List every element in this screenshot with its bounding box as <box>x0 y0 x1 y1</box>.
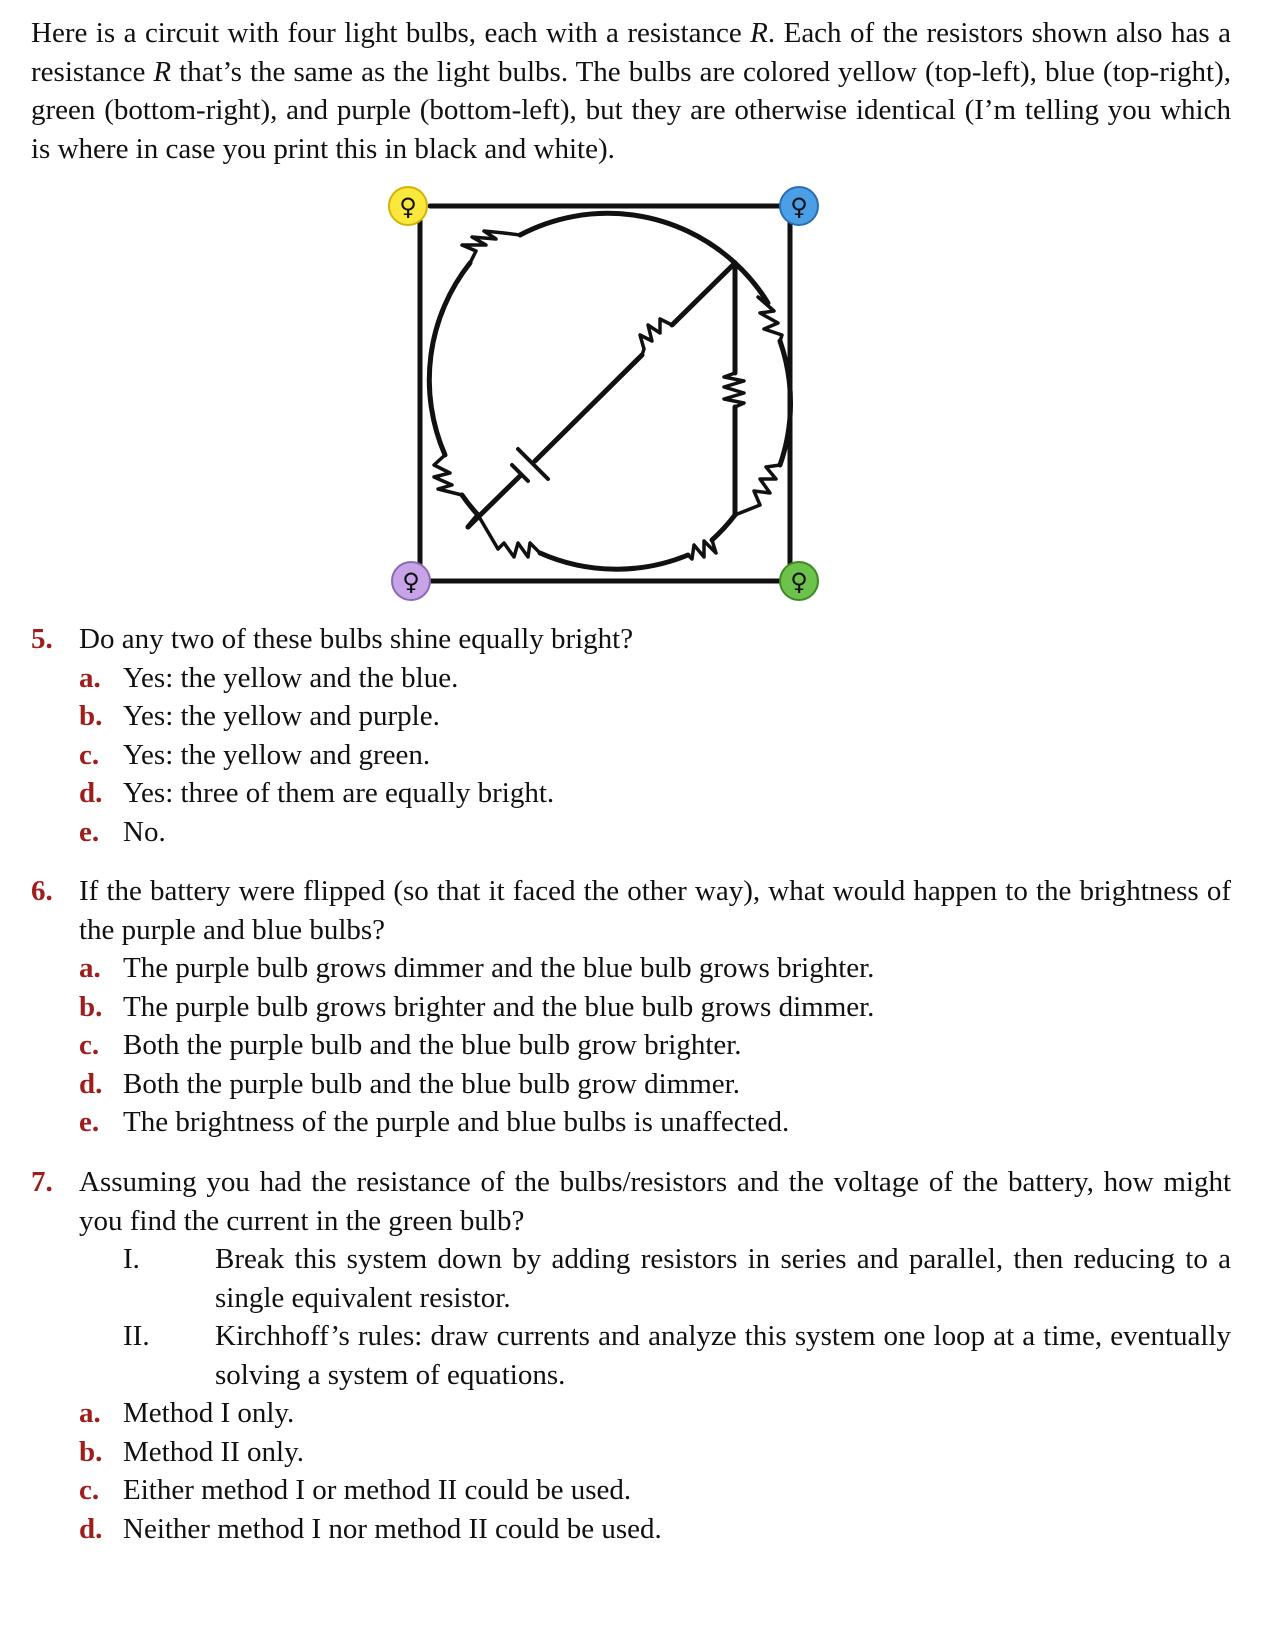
circle-arc-top <box>520 213 735 263</box>
intro-var-r-1: R <box>750 17 768 49</box>
intro-text-2: . Each of the resistors shown also has a resistance <box>31 17 1231 88</box>
option-text: The purple bulb grows dimmer and the blue bulb grows brighter. <box>123 952 875 984</box>
answer-option[interactable] <box>31 1394 1231 1433</box>
method-text: Kirchhoff’s rules: draw currents and analyze this system one loop at a time, eventually solving a system of equations. <box>215 1320 1231 1391</box>
option-text: Method I only. <box>123 1397 295 1429</box>
question-7 <box>31 1163 1231 1548</box>
option-letter: b. <box>79 700 103 732</box>
filament-icon: ♀ <box>790 193 808 221</box>
answer-option[interactable] <box>31 736 1231 775</box>
option-text: No. <box>123 815 166 848</box>
question-number: 6. <box>31 875 53 907</box>
method-item <box>31 1240 1231 1317</box>
answer-option[interactable] <box>31 1065 1231 1104</box>
question-number: 7. <box>31 1166 53 1198</box>
answer-option[interactable] <box>31 949 1231 988</box>
method-number: I. <box>123 1243 140 1275</box>
answer-option[interactable] <box>31 1026 1231 1065</box>
answer-option[interactable] <box>31 1471 1231 1510</box>
answer-options <box>31 949 1231 1142</box>
option-text: Yes: the yellow and purple. <box>123 700 440 732</box>
option-letter: b. <box>79 990 103 1023</box>
circle-arc-bottom-left <box>462 495 478 515</box>
answer-option[interactable] <box>31 988 1231 1027</box>
option-text: Neither method I nor method II could be used. <box>123 1512 662 1545</box>
intro-text-3: that’s the same as the light bulbs. The bulbs are colored yellow (top-left), blue (top-right), green (bottom-right), and purple (bottom-left), but they are otherwise identical (I’m telling you which is where in case you print this in black and white). <box>31 55 1231 165</box>
intro-text-1: Here is a circuit with four light bulbs, each with a resistance <box>31 17 751 49</box>
answer-option[interactable] <box>31 659 1231 698</box>
circle-arc-bottom-right <box>712 515 735 540</box>
diagonal-wire-upper <box>672 263 735 325</box>
option-text: Either method I or method II could be used. <box>123 1474 632 1506</box>
option-letter: c. <box>79 738 100 771</box>
method-number: II. <box>123 1320 150 1352</box>
bulb-yellow <box>389 187 427 225</box>
answer-options <box>31 659 1231 852</box>
option-letter: c. <box>79 1029 100 1061</box>
option-text: Yes: the yellow and green. <box>123 738 431 771</box>
circle-arc-right <box>735 263 768 303</box>
question-text: Do any two of these bulbs shine equally bright? <box>79 623 634 655</box>
intro-var-r-2: R <box>153 55 172 88</box>
resistor-bottom-right-arc <box>735 465 780 515</box>
option-text: Method II only. <box>123 1435 304 1468</box>
option-letter: d. <box>79 1067 103 1100</box>
option-letter: c. <box>79 1474 100 1506</box>
filament-icon: ♀ <box>399 193 417 221</box>
question-5 <box>31 620 1231 851</box>
option-letter: a. <box>79 661 101 694</box>
option-text: Yes: three of them are equally bright. <box>123 777 555 809</box>
circle-arc-left <box>429 263 470 455</box>
option-text: Both the purple bulb and the blue bulb grow brighter. <box>123 1029 742 1061</box>
bulb-green <box>780 562 818 600</box>
question-text: Assuming you had the resistance of the bulbs/resistors and the voltage of the battery, how might you find the current in the green bulb? <box>79 1166 1231 1237</box>
answer-option[interactable] <box>31 1103 1231 1142</box>
option-letter: e. <box>79 1106 100 1138</box>
bulb-blue <box>780 187 818 225</box>
resistor-bottom-arc <box>688 540 716 559</box>
method-text: Break this system down by adding resistors in series and parallel, then reducing to a single equivalent resistor. <box>215 1243 1231 1314</box>
resistor-diagonal <box>640 319 672 355</box>
filament-icon: ♀ <box>790 568 808 596</box>
intro-paragraph <box>31 14 1231 168</box>
filament-icon: ♀ <box>402 568 420 596</box>
answer-options <box>31 1394 1231 1548</box>
answer-option[interactable] <box>31 774 1231 813</box>
option-text: Yes: the yellow and the blue. <box>123 661 459 694</box>
method-item <box>31 1317 1231 1394</box>
circuit-diagram <box>0 185 1262 610</box>
option-text: The purple bulb grows brighter and the blue bulb grows dimmer. <box>123 990 875 1023</box>
answer-option[interactable] <box>31 1433 1231 1472</box>
option-letter: a. <box>79 1397 101 1429</box>
option-letter: a. <box>79 952 101 984</box>
option-text: Both the purple bulb and the blue bulb grow dimmer. <box>123 1067 740 1100</box>
resistor-left-arc <box>434 455 462 495</box>
resistor-bottom-left-arc <box>478 515 540 557</box>
answer-option[interactable] <box>31 813 1231 852</box>
question-text: If the battery were flipped (so that it faced the other way), what would happen to the brightness of the purple and blue bulbs? <box>79 875 1231 946</box>
option-letter: d. <box>79 777 103 809</box>
resistor-top-left-arc <box>462 231 520 263</box>
option-letter: d. <box>79 1512 103 1545</box>
bulb-purple <box>392 562 430 600</box>
question-6 <box>31 872 1231 1142</box>
option-letter: b. <box>79 1435 103 1468</box>
option-text: The brightness of the purple and blue bulbs is unaffected. <box>123 1106 790 1138</box>
circle-arc-bottom <box>540 553 688 569</box>
diagonal-wire-middle <box>535 355 642 461</box>
answer-option[interactable] <box>31 1510 1231 1549</box>
question-number: 5. <box>31 623 53 655</box>
option-letter: e. <box>79 815 100 848</box>
resistor-vertical-chord <box>724 373 744 407</box>
answer-option[interactable] <box>31 697 1231 736</box>
